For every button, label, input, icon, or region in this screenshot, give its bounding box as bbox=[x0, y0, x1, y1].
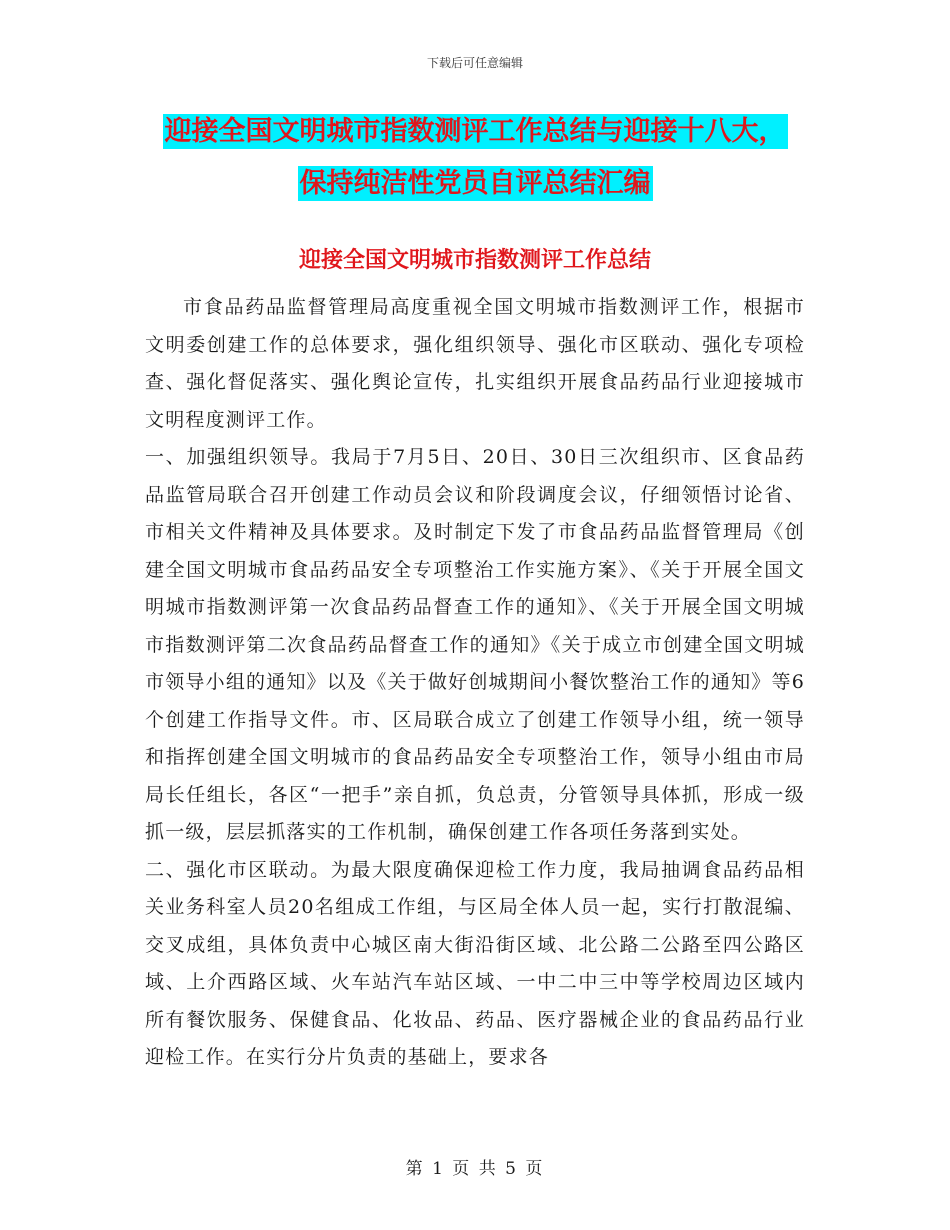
page-number: 第 1 页 共 5 页 bbox=[405, 1159, 545, 1179]
paragraph-section-1: 一、加强组织领导。我局于7月5日、20日、30日三次组织市、区食品药品监管局联合召开创建工作动员会议和阶段调度会议，仔细领悟讨论省、市相关文件精神及具体要求。及时制定下发了市食品药品监督管理局《创建全国文明城市食品药品安全专项整治工作实施方案》、《关于开展全国文明城市指数测评第一次食品药品督查工作的通知》、《关于开展全国文明城市指数测评第二次食品药品督查工作的通知》《关于成立市创建全国文明城市领导小组的通知》以及《关于做好创城期间小餐饮整治工作的通知》等6个创建工作指导文件。市、区局联合成立了创建工作领导小组，统一领导和指挥创建全国文明城市的食品药品安全专项整治工作，领导小组由市局局长任组长，各区“一把手”亲自抓，负总责，分管领导具体抓，形成一级抓一级，层层抓落实的工作机制，确保创建工作各项任务落到实处。 bbox=[145, 446, 805, 843]
document-title bbox=[60, 106, 890, 210]
document-title-line-1: 迎接全国文明城市指数测评工作总结与迎接十八大， bbox=[164, 116, 786, 147]
document-body bbox=[145, 289, 805, 1077]
section-title: 迎接全国文明城市指数测评工作总结 bbox=[298, 248, 651, 273]
header-note: 下载后可任意编辑 bbox=[426, 56, 523, 70]
paragraph-section-2: 二、强化市区联动。为最大限度确保迎检工作力度，我局抽调食品药品相关业务科室人员20名组成工作组，与区局全体人员一起，实行打散混编、交叉成组，具体负责中心城区南大街沿街区域、北公路二公路至四公路区域、上介西路区域、火车站汽车站区域、一中二中三中等学校周边区域内所有餐饮服务、保健食品、化妆品、药品、医疗器械企业的食品药品行业迎检工作。在实行分片负责的基础上，要求各 bbox=[145, 858, 805, 1068]
paragraph-intro: 市食品药品监督管理局高度重视全国文明城市指数测评工作，根据市文明委创建工作的总体要求，强化组织领导、强化市区联动、强化专项检查、强化督促落实、强化舆论宣传，扎实组织开展食品药品行业迎接城市文明程度测评工作。 bbox=[145, 296, 805, 431]
document-title-line-2: 保持纯洁性党员自评总结汇编 bbox=[299, 168, 651, 199]
